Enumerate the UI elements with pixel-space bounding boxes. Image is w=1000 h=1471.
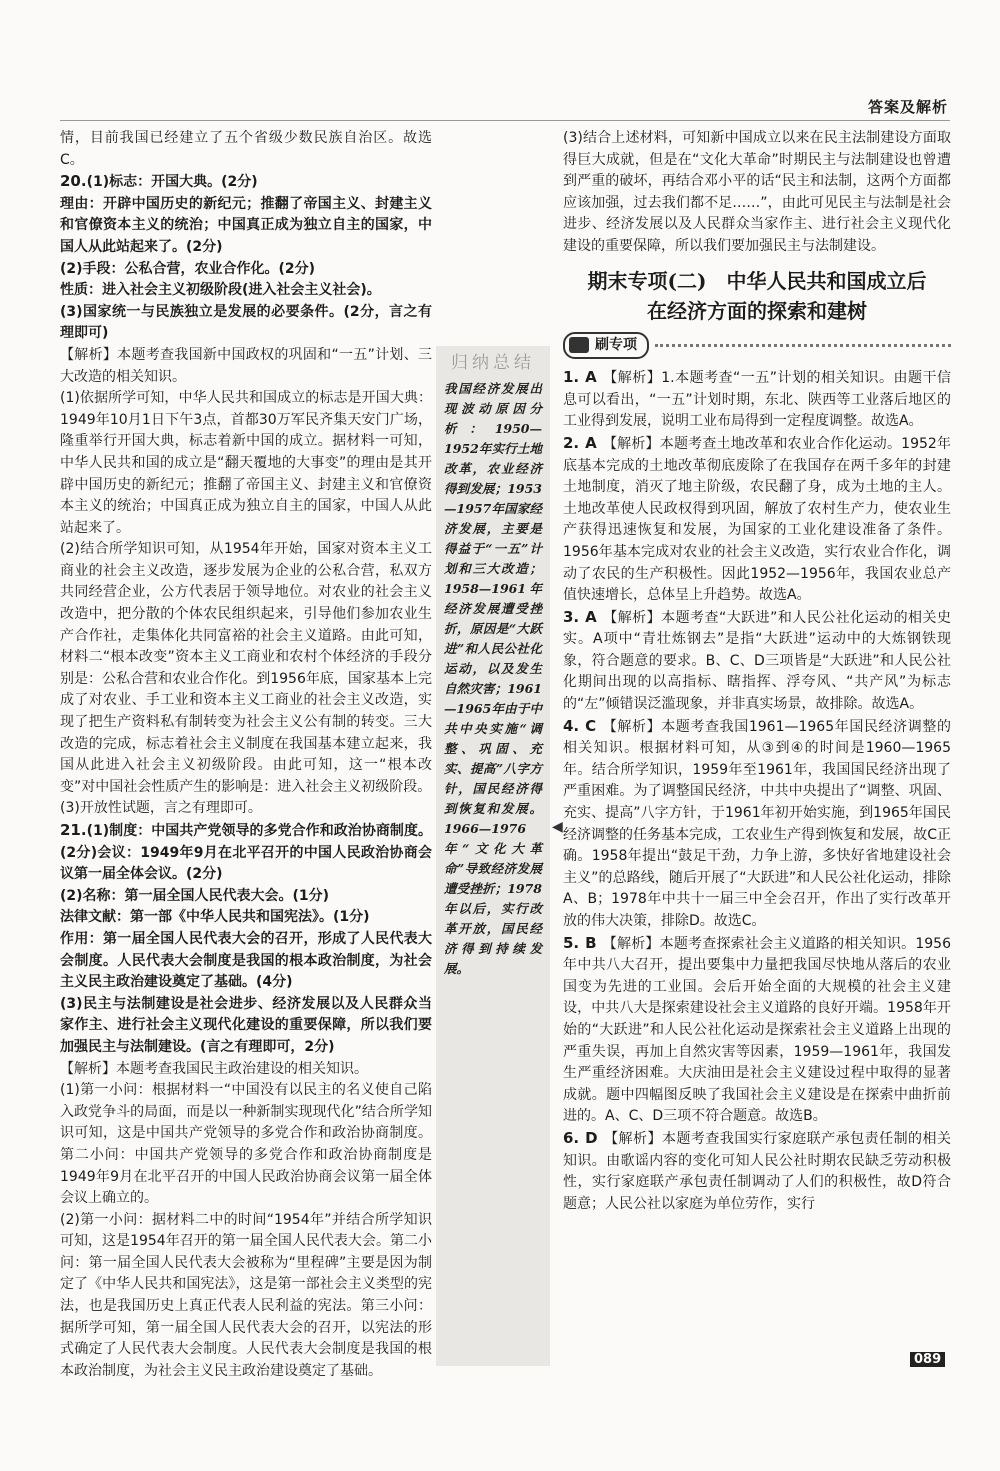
page-number: 089 [910, 1352, 945, 1367]
left-paragraph [60, 1210, 432, 1383]
paragraph-text: (1)标志：开国大典。(2分) [86, 174, 258, 191]
left-paragraph [60, 194, 432, 259]
left-paragraph [60, 388, 432, 539]
dotted-divider [655, 344, 951, 347]
right-column [563, 128, 951, 1215]
answer-number: 1. [563, 368, 580, 387]
answer-text: 【解析】1.本题考查“一五”计划的相关知识。由题干信息可以看出，“一五”计划时期，东北、陕西等工业落后地区的工业得到发展，说明工业布局得到一定程度调整。故选A。 [563, 370, 951, 430]
question-number: 21. [60, 821, 87, 839]
left-paragraph [60, 886, 432, 908]
answer-number: 5. [563, 933, 580, 952]
answer-choice: A [585, 368, 597, 387]
summary-sidebar [436, 346, 550, 1366]
left-paragraph [60, 1080, 432, 1210]
answer-item [563, 367, 951, 433]
answer-item [563, 933, 951, 1128]
answer-choice: A [585, 607, 597, 626]
left-paragraph [60, 128, 432, 171]
paragraph-text: 情，目前我国已经建立了五个省级少数民族自治区。故选C。 [60, 130, 432, 168]
left-paragraph [60, 1059, 432, 1081]
left-paragraph [60, 345, 432, 388]
paragraph-text: (2)名称：第一届全国人民代表大会。(1分) [60, 887, 330, 904]
left-paragraph [60, 302, 432, 345]
sidebar-body: 我国经济发展出现波动原因分析：1950—1952年实行土地改革，农业经济得到发展；1953—1957年国家经济发展，主要是得益于“一五”计划和三大改造；1958—1961年经济发展遭受挫折，原因是“大跃进”和人民公社化运动，以及发生自然灾害；1961—1965年由于中共中央实施“调整、巩固、充实、提高”八字方针，国民经济得到恢复和发展。1966—1976年“文化大革命”导致经济发展遭受挫折；1978年以后，实行改革开放，国民经济得到持续发展。 [444, 381, 542, 976]
answer-number: 2. [563, 433, 580, 452]
answer-text: 【解析】本题考查我国实行家庭联产承包责任制的相关知识。由歌谣内容的变化可知人民公社时期农民缺乏劳动积极性，实行家庭联产承包责任制调动了人们的积极性，故D符合题意；人民公社以家庭为单位劳作，实行 [563, 1130, 951, 1212]
answer-choice: A [585, 433, 597, 452]
answer-text: 【解析】本题考查“大跃进”和人民公社化运动的相关史实。A项中“青壮炼钢去”是指“大跃进”运动中的大炼钢铁现象，符合题意的要求。B、C、D三项皆是“大跃进”和人民公社化期间出现的以高指标、瞎指挥、浮夸风、“共产风”为标志的“左”倾错误泛滥现象，并非真实场景，故排除。故选A。 [563, 609, 951, 713]
answer-item [563, 433, 951, 607]
practice-tag [563, 332, 649, 360]
page-header: 答案及解析 [867, 98, 948, 116]
answer-item [563, 1128, 951, 1215]
paragraph-text: (2)第一小问：据材料二中的时间“1954年”并结合所学知识可知，这是1954年召开的第一届全国人民代表大会。第二小问：第一届全国人民代表大会被称为“里程碑”主要是因为制定了《中华人民共和国宪法》，这是第一部社会主义类型的宪法，也是我国历史上真正代表人民利益的宪法。第三小问：据所学可知，第一届全国人民代表大会的召开，以宪法的形式确定了人民代表大会制度。人民代表大会制度是我国的根本政治制度，为社会主义民主政治建设奠定了基础。 [60, 1211, 432, 1379]
answer-item [563, 716, 951, 933]
paragraph-text: (3)开放性试题，言之有理即可。 [60, 800, 262, 817]
left-paragraph [60, 259, 432, 281]
practice-tag-label: 刷专项 [595, 336, 637, 353]
answer-choice: D [585, 1128, 598, 1147]
left-column [60, 128, 432, 1382]
left-paragraph [60, 907, 432, 929]
left-paragraph [60, 280, 432, 302]
left-paragraph [60, 171, 432, 194]
practice-tag-row [563, 332, 951, 360]
answer-text: 【解析】本题考查土地改革和农业合作化运动。1952年底基本完成的土地改革彻底废除了在我国存在两千多年的封建土地制度，消灭了地主阶级，农民翻了身，成为土地的主人。土地改革使人民政权得到巩固，解放了农村生产力，使农业生产获得迅速恢复和发展，为国家的工业化建设准备了条件。1956年基本完成对农业的社会主义改造，实行农业合作化，调动了农民的生产积极性。因此1952—1956年，我国农业总产值快速增长，总体呈上升趋势。故选A。 [563, 435, 951, 604]
section-title [563, 266, 951, 326]
section-title-line2: 在经济方面的探索和建树 [647, 298, 867, 323]
answer-number: 4. [563, 716, 580, 735]
paragraph-text: 【解析】本题考查我国新中国政权的巩固和“一五”计划、三大改造的相关知识。 [60, 346, 432, 385]
answer-text: 【解析】本题考查我国1961—1965年国民经济调整的相关知识。根据材料可知，从③到④的时间是1960—1965年。结合所学知识，1959年至1961年，我国国民经济出现了严重困难。为了调整国民经济，中共中央提出了“调整、巩固、充实、提高”八字方针，于1961年初开始实施，到1965年国民经济调整的任务基本完成，工农业生产得到恢复和发展，故C正确。1958年提出“鼓足干劲，力争上游，多快好省地建设社会主义”的总路线，随后开展了“大跃进”和人民公社化运动，排除A、B；1978年中共十一届三中全会召开，作出了实行改革开放的伟大决策，排除D。故选C。 [563, 718, 951, 929]
paragraph-text: 性质：进入社会主义初级阶段(进入社会主义社会)。 [60, 282, 381, 299]
left-paragraph [60, 820, 432, 886]
left-paragraph [60, 929, 432, 994]
paragraph-text: (1)制度：中国共产党领导的多党合作和政治协商制度。(2分)会议：1949年9月在北平召开的中国人民政治协商会议第一届全体会议。(2分) [60, 823, 432, 883]
q21-part3-analysis: (3)结合上述材料，可知新中国成立以来在民主法制建设方面取得巨大成就，但是在“文化大革命”时期民主与法制建设也曾遭到严重的破坏，再结合邓小平的话“民主和法制，这两个方面都应该加强，过去我们都不足……”，由此可见民主与法制是社会进步、经济发展以及人民群众当家作主、进行社会主义现代化建设的重要保障，所以我们要加强民主与法制建设。 [563, 130, 951, 254]
pointer-arrow-icon: ◀ [552, 819, 563, 835]
header-rule [60, 120, 950, 121]
paragraph-text: 法律文献：第一部《中华人民共和国宪法》。(1分) [60, 909, 370, 926]
left-paragraph [60, 539, 432, 798]
answer-list [563, 367, 951, 1215]
left-paragraph [60, 798, 432, 820]
section-title-line1: 期末专项(二) 中华人民共和国成立后 [587, 268, 927, 293]
left-paragraph [60, 994, 432, 1059]
answer-text: 【解析】本题考查探索社会主义道路的相关知识。1956年中共八大召开，提出要集中力量把我国尽快地从落后的农业国变为先进的工业国。会后开始全面的大规模的社会主义建设，中共八大是探索建设社会主义道路的良好开端。1958年开始的“大跃进”和人民公社化运动是探索社会主义道路上出现的严重失误，再加上自然灾害等因素，1959—1961年，我国发生严重经济困难。大庆油田是社会主义建设过程中取得的显著成就。题中四幅图反映了我国社会主义建设是在探索中曲折前进的。A、C、D三项不符合题意。故选B。 [563, 935, 951, 1125]
paragraph-text: (2)手段：公私合营，农业合作化。(2分) [60, 260, 316, 277]
paragraph-text: (1)依据所学可知，中华人民共和国成立的标志是开国大典：1949年10月1日下午3点，首都30万军民齐集天安门广场，隆重举行开国大典，标志着新中国的成立。据材料一可知，中华人民共和国的成立是“翻天覆地的大事变”的理由是其开辟中国历史的新纪元；推翻了帝国主义、封建主义和官僚资本主义的统治；中国真正成为独立自主的国家，中国人从此站起来了。 [60, 390, 432, 536]
question-number: 20. [60, 172, 87, 191]
paragraph-text: (2)结合所学知识可知，从1954年开始，国家对资本主义工商业的社会主义改造，逐步发展为企业的公私合营，私双方共同经营企业，公方代表居于领导地位。对农业的社会主义改造中，把分散的个体农民组织起来，引导他们参加农业生产合作社，走集体化共同富裕的社会主义道路。由此可知，材料二“根本改变”资本主义工商业和农村个体经济的手段分别是：公私合营和农业合作化。到1956年底，国家基本上完成了对农业、手工业和资本主义工商业的社会主义改造，实现了把生产资料私有制转变为社会主义公有制的转变。三大改造的完成，标志着社会主义制度在我国基本建立起来，我国从此进入社会主义初级阶段。由此可知，这一“根本改变”对中国社会性质产生的影响是：进入社会主义初级阶段。 [60, 541, 432, 795]
answer-number: 6. [563, 1128, 580, 1147]
paragraph-text: (3)民主与法制建设是社会进步、经济发展以及人民群众当家作主、进行社会主义现代化建设的重要保障，所以我们要加强民主与法制建设。(言之有理即可，2分) [60, 995, 432, 1055]
paragraph-text: 理由：开辟中国历史的新纪元；推翻了帝国主义、封建主义和官僚资本主义的统治；中国真正成为独立自主的国家，中国人从此站起来了。(2分) [60, 195, 432, 255]
answer-choice: C [585, 716, 597, 735]
paragraph-text: 作用：第一届全国人民代表大会的召开，形成了人民代表大会制度。人民代表大会制度是我国的根本政治制度，为社会主义民主政治建设奠定了基础。(4分) [60, 930, 432, 991]
brush-icon [569, 337, 589, 353]
paragraph-text: 【解析】本题考查我国民主政治建设的相关知识。 [60, 1060, 368, 1077]
answer-choice: B [585, 933, 597, 952]
sidebar-title: 归纳总结 [451, 353, 535, 373]
answer-item [563, 607, 951, 716]
paragraph-text: (1)第一小问：根据材料一“中国没有以民主的名义使自己陷入政党争斗的局面，而是以一种新制实现现代化”结合所学知识可知，这是中国共产党领导的多党合作和政治协商制度。第二小问：中国共产党领导的多党合作和政治协商制度是1949年9月在北平召开的中国人民政治协商会议第一届全体会议上确立的。 [60, 1082, 432, 1207]
answer-number: 3. [563, 607, 580, 626]
paragraph-text: (3)国家统一与民族独立是发展的必要条件。(2分，言之有理即可) [60, 303, 432, 342]
